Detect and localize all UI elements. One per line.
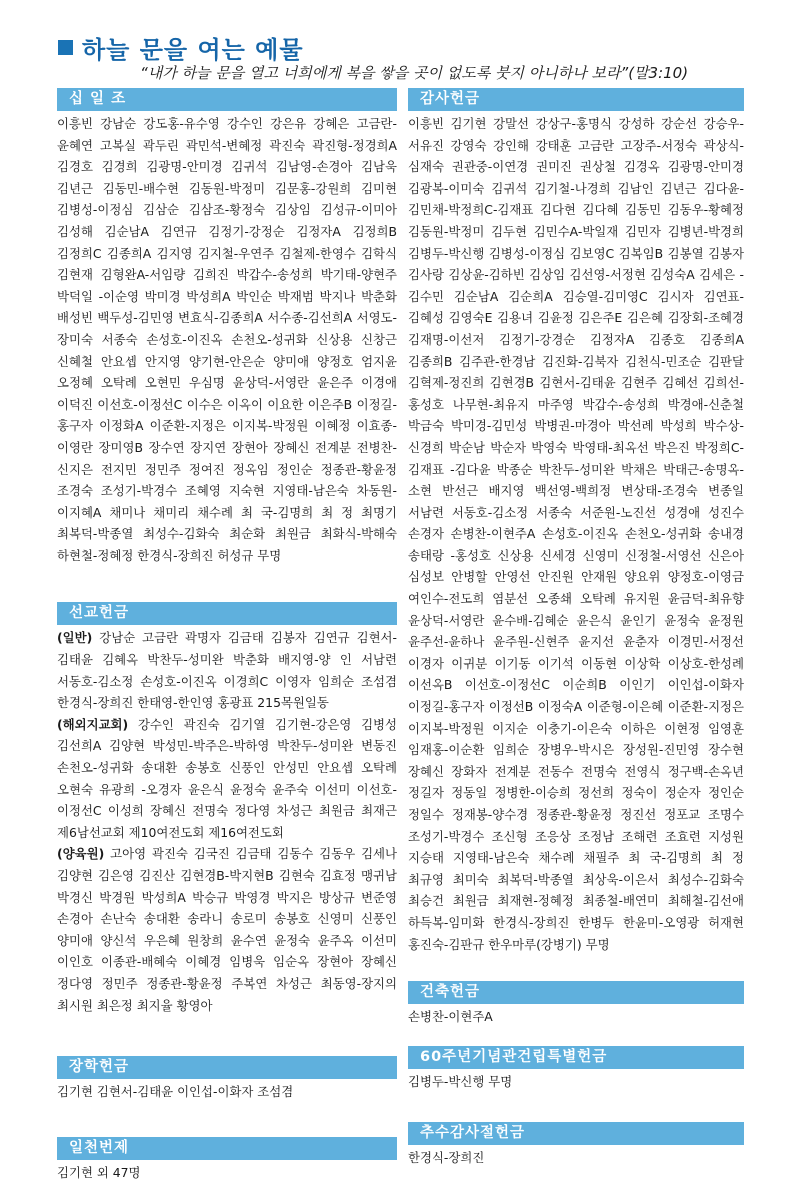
mission-overseas-names: 강수인 곽진숙 김기열 김기현-강은영 김병성 김선희A 김양현 박성민-박주은-박하영 박찬두-성미완 변동진 손천오-성귀화 송대환 송봉호 신풍인 안성민 안요셉 오탁례 오현숙 유광희 -오경자 윤은식 윤정숙 윤주숙 이선미 이선호-이정선C 이성희 장혜신 전명숙 정다영 차성근 최원금 최재근 제6남선교회 제10여전도회 제16여전도회 — [57, 716, 397, 840]
anniversary-names: 김병두-박신행 무명 — [408, 1073, 513, 1089]
mission-orphanage-label: (양육원) — [57, 846, 105, 862]
mission-overseas-label: (해외지교회) — [57, 716, 129, 732]
title-bullet-square — [58, 40, 73, 55]
thanks-header: 감사헌금 — [408, 88, 744, 111]
building-section — [408, 981, 744, 1028]
tithe-names: 이흥빈 강남순 강도홍-유수영 강수인 강은유 강혜은 고금란-윤혜연 고복실 곽두린 곽민석-변혜정 곽진숙 곽진형-정경희A 김경호 김경희 김광명-안미경 김귀석 김남영-손경아 김남욱 김년근 김동민-배수현 김동원-박정미 김문홍-강원희 김미현 김병성-이정심 김삼순 김삼조-황정숙 김상임 김성규-이미아 김성해 김순남A 김연규 김정기-강정순 김정자A 김정희B 김정희C 김종희A 김지영 김지철-우연주 김철제-한영수 김학식 김현재 김형완A-서임량 김희진 박갑수-송성희 박기태-양현주 박덕일 -이순영 박미경 박성희A 박인순 박재범 박지나 박춘화 배성빈 백두성-김민영 변효식-김종희A 서수종-김선희A 서영도-장미숙 서종숙 손성호-이진옥 손천오-성귀화 신상용 신창근 신혜철 안요셉 안지영 양기현-안은순 양미애 양정호 엄지윤 오정혜 오탁례 오현민 우심명 윤상덕-서영란 윤은주 이경애 이덕진 이선호-이정선C 이수은 이옥이 이요한 이은주B 이정길-홍구자 이정화A 이준환-지정은 이지복-박정원 이혜정 이효종-이영란 장미영B 장수연 장지연 장현아 장혜신 전계분 전병찬-신지은 전지민 정민주 정여진 정옥임 정인순 정종관-황윤정 조경숙 조성기-박경수 조혜영 지숙현 지영태-남은숙 차동원-이지혜A 채미나 채미리 채수례 최 국-김명희 최 정 최명기 최복덕-박종열 최성수-김화숙 최순화 최원금 최화식-박해숙 하현철-정혜정 한경식-장희진 허성규 무명 — [57, 116, 397, 563]
page-title-row — [58, 30, 304, 65]
mission-general-label: (일반) — [57, 630, 93, 646]
building-names: 손병찬-이현주A — [408, 1009, 493, 1025]
scholarship-section — [57, 1056, 397, 1103]
anniversary-header: 60주년기념관건립특별헌금 — [408, 1046, 744, 1069]
rethanks-names: 한경식-장희진 — [408, 1150, 485, 1166]
left-column — [57, 88, 397, 1197]
building-header: 건축헌금 — [408, 981, 744, 1004]
page-title: 하늘 문을 여는 예물 — [82, 36, 304, 64]
mission-header: 선교헌금 — [57, 602, 397, 625]
bible-verse: “내가 하늘 문을 열고 너희에게 복을 쌓을 곳이 없도록 붓지 아니하나 보라”(말3:10) — [140, 64, 689, 82]
mission-orphanage-names: 고아영 곽진숙 김국진 김금태 김동수 김동우 김세나 김양현 김은영 김진산 김현경B-박지현B 김현숙 김효정 맹귀남 박경신 박경원 박성희A 박승규 박영경 박지은 방상규 변준영 손경아 손난숙 송대환 송라니 송로미 송봉호 신영미 신풍인 양미애 양신석 우은혜 원창희 윤수연 윤정숙 윤주옥 이선미 이인호 이종관-배혜숙 이혜경 임병욱 임순옥 장현아 장혜신 정다영 정민주 정종관-황윤정 주복연 차성근 최동영-장지의 최시원 최은정 최지율 황영아 — [57, 846, 397, 1013]
scholarship-header: 장학헌금 — [57, 1056, 397, 1079]
ilcheon-section — [57, 1137, 397, 1184]
rethanks-section — [408, 1122, 744, 1169]
mission-overseas — [57, 714, 397, 844]
right-column — [408, 88, 744, 1183]
mission-orphanage — [57, 843, 397, 1016]
thanks-names: 이흥빈 김기현 강말선 강상구-홍명식 강성하 강순선 강승우-서유진 강영숙 강인해 강태훈 고금란 고장주-서정숙 곽상식-심재숙 권관중-이연경 권미진 권상철 김경옥 김광명-안미경 김광복-이미숙 김귀석 김기철-나경희 김남인 김년근 김다윤-김민채-박정희C-김재표 김다현 김다혜 김동민 김동우-황혜정 김동원-박정미 김두현 김민수A-박일재 김민자 김병년-박경희 김병두-박신행 김병성-이정심 김보영C 김복임B 김봉열 김봉자 김사랑 김상윤-김하빈 김상임 김선영-서정현 김성숙A 김세은 -김수민 김순남A 김순희A 김승열-김미영C 김시자 김연표-김혜성 김영숙E 김용녀 김윤정 김은주E 김은혜 김장회-조혜경 김재명-이선저 김정기-강경순 김정자A 김종호 김종희A 김종희B 김주관-한경남 김진화-김북자 김천식-민조순 김판달 김혁제-정진희 김현경B 김현서-김태윤 김현주 김혜선 김희선-홍성호 나무현-최유지 마주영 박갑수-송성희 박경애-신춘철 박금숙 박미경-김민성 박병권-마경아 박선례 박성희 박수상-신경희 박순남 박순자 박영숙 박영태-최옥선 박은진 박정희C-김재표 -김다윤 박종순 박찬두-성미완 박채은 박태근-송명옥-소현 반선근 배지영 백선영-백희정 변상태-조경숙 변종일 서남련 서동호-김소정 서종숙 서준원-노진선 성경애 성진수 손경자 손병찬-이현주A 손성호-이진옥 손천오-성귀화 송내경 송태랑 -홍성호 신상용 신세경 신영미 신정철-서영선 신은아 심성보 안병할 안영선 안진원 안재원 양요위 양정호-이영금 여인수-전도희 염분선 오종쇄 오탁례 유지원 윤금덕-최유향 윤상덕-서영란 윤수배-김혜순 윤은식 윤인기 윤정숙 윤정원 윤주선-윤하나 윤주원-신현주 윤지선 윤춘자 이경민-서정선 이경자 이귀분 이기동 이기석 이동현 이상학 이상호-한성례 이선옥B 이선호-이정선C 이순희B 이인기 이인섭-이화자 이정길-홍구자 이정선B 이정숙A 이준형-이은혜 이준환-지정은 이지복-박정원 이지순 이충기-이은숙 이하은 이현정 임영훈 임재홍-이순환 임희순 장병우-박시은 장성원-진민영 장수현 장혜신 장화자 전계분 전동수 전명숙 전영식 정구백-손옥년 정길자 정동일 정병한-이승희 정선희 정숙이 정순자 정인순 정일수 정재봉-양수경 정종관-황윤정 정진선 정포교 조명수 조성기-박경수 조신형 조응상 조정남 조해련 조효련 지성원 지승태 지영태-남은숙 채수례 채필주 최 국-김명희 최 정 최규영 최미숙 최복덕-박종열 최상욱-이은서 최성수-김화숙 최승건 최원금 최재현-정혜정 최종철-배연미 최해철-김선애 하득복-임미화 한경식-장희진 한병두 한윤미-오영광 허재현 홍진숙-김판규 한우마루(강병기) 무명 — [408, 116, 744, 952]
anniversary-section — [408, 1046, 744, 1093]
mission-section — [57, 602, 397, 1016]
mission-general-names: 강남순 고금란 곽명자 김금태 김봉자 김연규 김현서-김태윤 김혜옥 박찬두-성미완 박춘화 배지영-양 인 서남련 서동호-김소정 손성호-이진옥 이경희C 이영자 임희순 조섬겸 한경식-장희진 한태영-한인영 홍광표 215목원일동 — [57, 630, 397, 711]
rethanks-header: 추수감사절헌금 — [408, 1122, 744, 1145]
ilcheon-names: 김기현 외 47명 — [57, 1164, 141, 1180]
thanks-section — [408, 88, 744, 955]
tithe-header: 십 일 조 — [57, 88, 397, 111]
ilcheon-header: 일천번제 — [57, 1137, 397, 1160]
scholarship-names: 김기현 김현서-김태윤 이인섭-이화자 조섬겸 — [57, 1084, 294, 1100]
mission-general — [57, 627, 397, 713]
tithe-section — [57, 88, 397, 566]
